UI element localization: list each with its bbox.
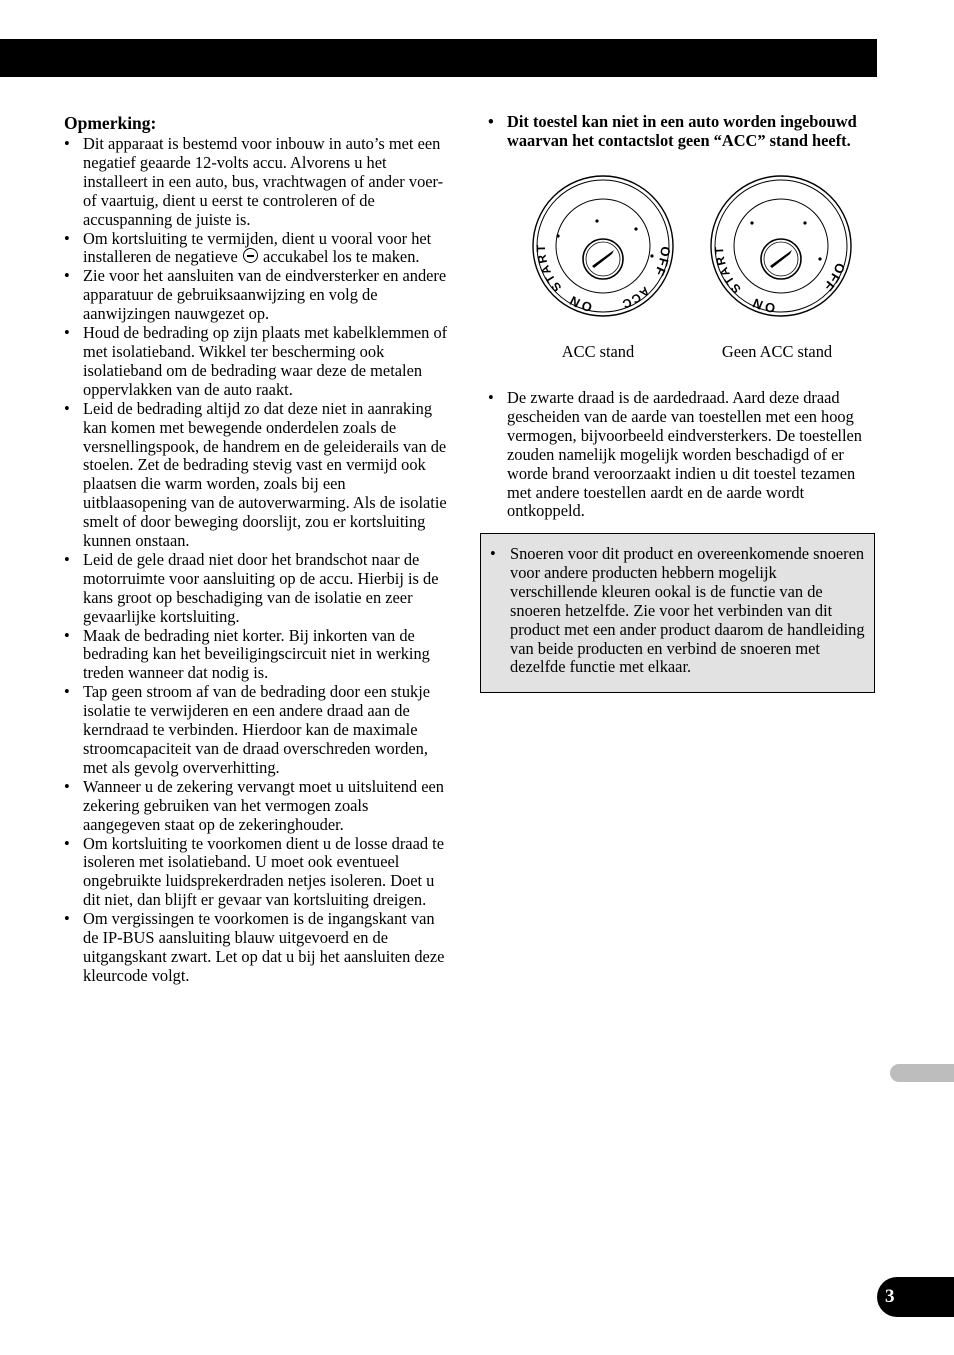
cable-color-note-box — [480, 533, 875, 693]
acc-caption: ACC stand — [561, 342, 635, 361]
off-label: OFF — [651, 245, 674, 279]
ground-note-list — [488, 389, 877, 521]
page-number: 3 — [877, 1277, 954, 1317]
list-item: • Dit apparaat is bestemd voor inbouw in auto’s met een negatief geaarde 12-volts accu. Alvorens u het installeert in een auto, bus, vrachtwagen of ander voer- of vaartuig, dient u eerst te controleren of de accuspanning de juiste is. — [64, 135, 448, 230]
list-item: • Maak de bedrading niet korter. Bij inkorten van de bedrading kan het beveiligingscircuit niet in werking treden wanneer dat nodig is. — [64, 627, 448, 684]
list-item-text: Om kortsluiting te vermijden, dient u vooral voor het installeren de negatieve — [83, 228, 432, 267]
start-label: START — [711, 244, 744, 297]
acc-warning: • Dit toestel kan niet in een auto worden ingebouwd waarvan het contactslot geen “ACC” stand heeft. — [488, 113, 877, 151]
start-label: START — [533, 242, 565, 295]
svg-text:START — [534, 242, 564, 294]
list-item: • Zie voor het aansluiten van de eindversterker en andere apparatuur de gebruiksaanwijzing en volg de aanwijzingen nauwgezet op. — [64, 267, 448, 324]
list-item: • Tap geen stroom af van de bedrading door een stukje isolatie te verwijderen en een andere draad aan de kerndraad te verbinden. Hierdoor kan de maximale stroomcapaciteit van de draad overschreden worden, met als gevolg oververhitting. — [64, 683, 448, 778]
acc-label: ACC — [619, 283, 653, 312]
ignition-figures — [488, 171, 877, 361]
language-side-tab — [890, 1064, 954, 1082]
no-acc-caption: Geen ACC stand — [721, 342, 833, 361]
svg-text:OFF — [651, 246, 673, 279]
svg-text:ON — [566, 292, 594, 315]
list-item — [64, 230, 448, 268]
header-bar — [0, 39, 877, 77]
on-label: ON — [748, 294, 777, 316]
left-column — [64, 113, 448, 986]
acc-warning-list — [488, 113, 877, 151]
minus-icon — [243, 248, 258, 263]
svg-text:ON — [749, 294, 777, 315]
svg-text:START — [712, 244, 744, 296]
list-item: • Houd de bedrading op zijn plaats met kabelklemmen of met isolatieband. Wikkel ter bescherming ook isolatieband om de bedrading waar deze de metalen oppervlakken van de auto raakt. — [64, 324, 448, 400]
notes-heading: Opmerking: — [64, 113, 157, 133]
cable-note-list — [490, 545, 866, 677]
list-item: • Leid de bedrading altijd zo dat deze niet in aanraking kan komen met bewegende onderdelen zoals de versnellingspook, de handrem en de geleiderails van de stoelen. Zet de bedrading stevig vast en vermijd ook plaatsen die warm worden, zoals bij een uitblaasopening van de autoverwarming. Als de isolatie smelt of door beweging doorslijt, zou er kortsluiting kunnen onstaan. — [64, 400, 448, 551]
cable-note: • Snoeren voor dit product en overeenkomende snoeren voor andere producten hebbern mogelijk verschillende kleuren ookal is de functie van de snoeren hetzelfde. Zie voor het verbinden van dit product met een ander product daarom de handleiding van beide producten en verbind de snoeren met dezelfde functie met elkaar. — [490, 545, 866, 677]
list-item: • Om kortsluiting te voorkomen dient u de losse draad te isoleren met isolatieband. U moet ook eventueel ongebruikte luidsprekerdraden netjes isoleren. Doet u dit niet, dan blijft er gevaar van kortsluiting dreigen. — [64, 835, 448, 911]
list-item-text: accukabel los te maken. — [262, 247, 420, 267]
on-label: ON — [565, 291, 594, 315]
ground-note: • De zwarte draad is de aardedraad. Aard deze draad gescheiden van de aarde van toestellen met een hoog vermogen, bijvoorbeeld eindversterkers. De toestellen zouden namelijk mogelijk worden beschadigd of er worde brand veroorzaakt indien u dit toestel tezamen met andere toestellen aardt en de aarde wordt ontkoppeld. — [488, 389, 877, 521]
ignition-acc-figure — [528, 171, 678, 321]
notes-list — [64, 135, 448, 986]
right-column — [488, 112, 877, 521]
off-label: OFF — [820, 260, 849, 295]
list-item: • Wanneer u de zekering vervangt moet u uitsluitend een zekering gebruiken van het vermogen zoals aangegeven staat op de zekeringhouder. — [64, 778, 448, 835]
list-item: • Om vergissingen te voorkomen is de ingangskant van de IP-BUS aansluiting blauw uitgevoerd en de uitgangskant zwart. Let op dat u bij het aansluiten deze kleurcode volgt. — [64, 910, 448, 986]
list-item: • Leid de gele draad niet door het brandschot naar de motorruimte voor aansluiting op de accu. Hierbij is de kans groot op beschadiging van de isolatie en zeer gevaarlijke kortsluiting. — [64, 551, 448, 627]
ignition-no-acc-figure — [706, 171, 856, 321]
